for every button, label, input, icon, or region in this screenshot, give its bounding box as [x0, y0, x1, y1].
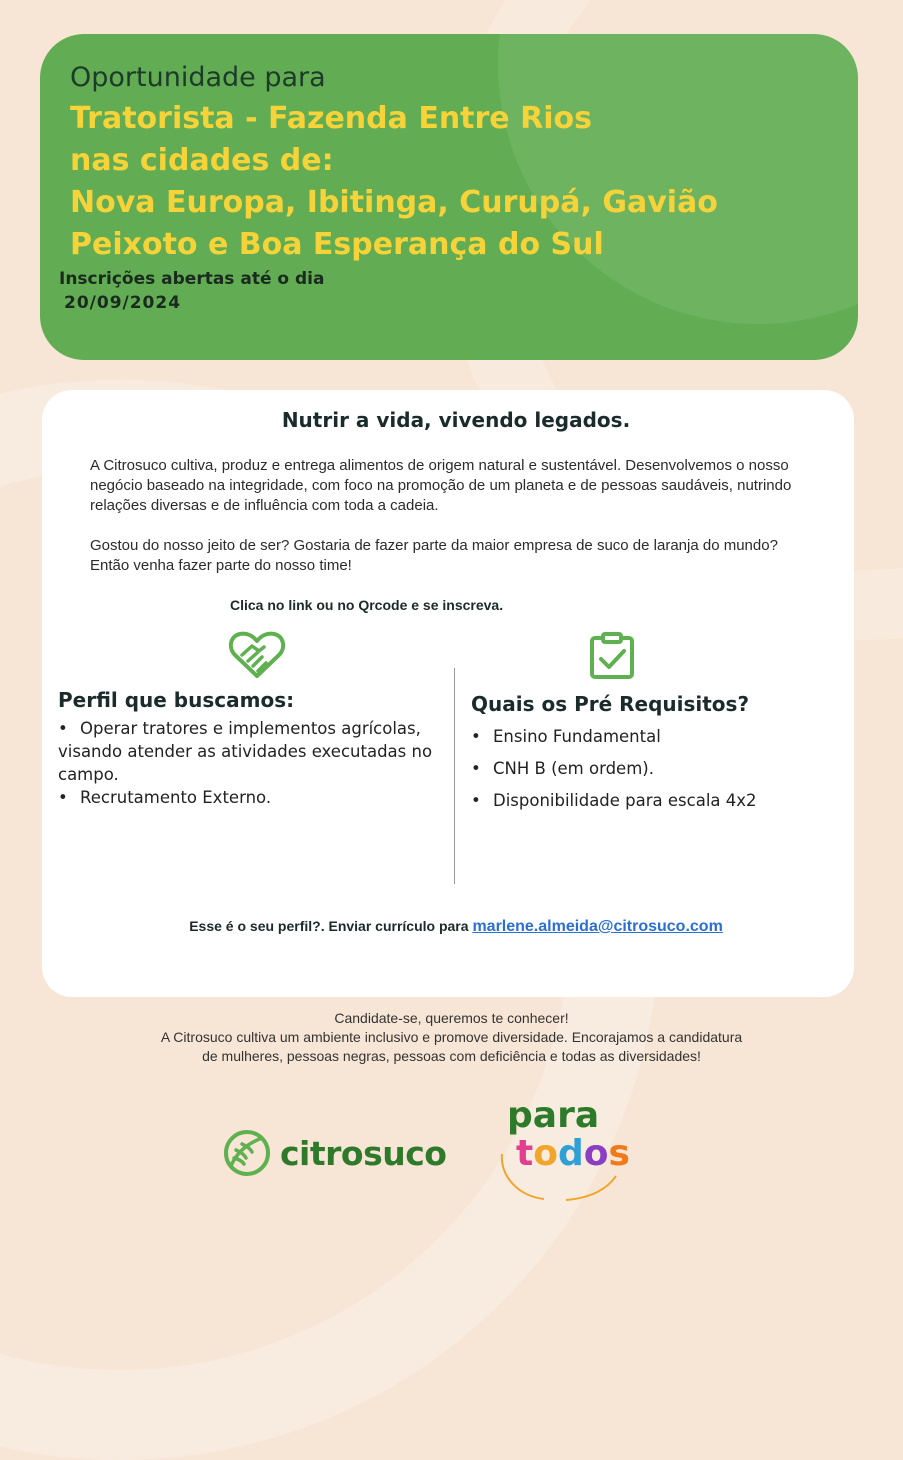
citrosuco-logo — [222, 1128, 446, 1178]
list-item-text: Operar tratores e implementos agrícolas, visando atender as atividades executadas no campo. — [58, 719, 433, 784]
headline-line: Nova Europa, Ibitinga, Curupá, Gavião — [70, 185, 718, 220]
job-headline — [70, 98, 830, 266]
requirements-title: Quais os Pré Requisitos? — [471, 692, 750, 716]
bullet: • — [58, 719, 68, 738]
para-word: para — [507, 1095, 600, 1136]
slogan: Nutrir a vida, vivendo legados. — [281, 408, 631, 432]
list-item-text: Recrutamento Externo. — [80, 788, 272, 807]
bullet: • — [471, 791, 481, 810]
apply-cta: Clica no link ou no Qrcode e se inscreva. — [230, 597, 504, 613]
handshake-heart-icon — [228, 630, 286, 680]
registration-deadline — [59, 267, 324, 315]
citrosuco-leaf-icon — [222, 1128, 272, 1178]
para-todos-logo — [496, 1096, 656, 1201]
list-item-text: Ensino Fundamental — [493, 727, 661, 746]
closing-line: A Citrosuco cultiva um ambiente inclusivo e promove diversidade. Encorajamos a candidatura — [160, 1029, 743, 1045]
send-cv-text: Esse é o seu perfil?. Enviar currículo para — [189, 918, 473, 934]
bullet: • — [471, 759, 481, 778]
list-item — [471, 721, 831, 753]
deadline-date: 20/09/2024 — [64, 293, 182, 313]
list-item — [58, 717, 453, 786]
checklist-icon — [589, 632, 635, 680]
citrosuco-wordmark: citrosuco — [280, 1133, 447, 1173]
intro-text — [90, 456, 820, 596]
closing-message — [0, 1009, 903, 1066]
send-cv-line — [42, 918, 870, 936]
todos-letter: s — [608, 1133, 630, 1174]
headline-line: nas cidades de: — [70, 143, 334, 178]
bullet: • — [471, 727, 481, 746]
column-divider — [454, 668, 455, 884]
todos-letter: o — [533, 1133, 558, 1174]
todos-letter: o — [583, 1133, 609, 1174]
hero-banner — [40, 34, 858, 360]
list-item-text: CNH B (em ordem). — [493, 759, 654, 778]
todos-letter: d — [557, 1133, 584, 1174]
bullet: • — [58, 788, 68, 807]
list-item — [58, 786, 453, 809]
intro-paragraph: A Citrosuco cultiva, produz e entrega alimentos de origem natural e sustentável. Desenvolvemos o nosso negócio baseado na integridade, com foco na promoção de um planeta e de pessoas saudáveis, nutrindo relações diversas e de influência com toda a cadeia. — [90, 457, 792, 514]
profile-title: Perfil que buscamos: — [58, 688, 295, 712]
deadline-label: Inscrições abertas até o dia — [59, 269, 325, 289]
closing-line: de mulheres, pessoas negras, pessoas com deficiência e todas as diversidades! — [202, 1048, 701, 1064]
headline-line: Peixoto e Boa Esperança do Sul — [70, 227, 604, 262]
todos-word — [516, 1134, 630, 1174]
todos-letter: t — [516, 1133, 534, 1174]
closing-line: Candidate-se, queremos te conhecer! — [334, 1010, 569, 1026]
hero-pre-title: Oportunidade para — [70, 62, 326, 93]
list-item-text: Disponibilidade para escala 4x2 — [493, 791, 757, 810]
profile-list — [58, 717, 453, 809]
headline-line: Tratorista - Fazenda Entre Rios — [70, 101, 592, 136]
requirements-list — [471, 721, 831, 817]
email-link[interactable]: marlene.almeida@citrosuco.com — [472, 918, 723, 935]
list-item — [471, 785, 831, 817]
info-card — [42, 390, 854, 997]
list-item — [471, 753, 831, 785]
intro-paragraph: Gostou do nosso jeito de ser? Gostaria de fazer parte da maior empresa de suco de laranja do mundo? Então venha fazer parte do nosso time! — [90, 537, 778, 574]
